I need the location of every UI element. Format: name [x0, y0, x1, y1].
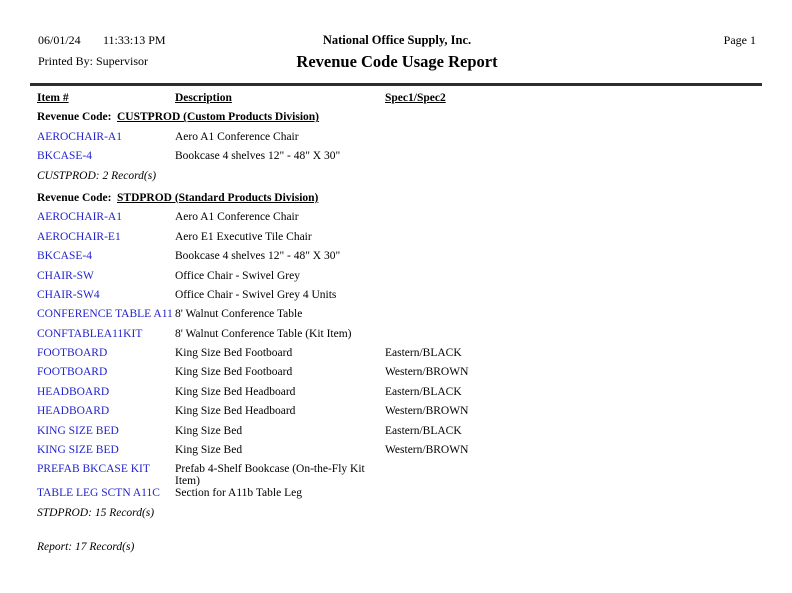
- revenue-code-value: CUSTPROD (Custom Products Division): [117, 111, 320, 124]
- revenue-code-group: [37, 192, 762, 526]
- item-code-link[interactable]: AEROCHAIR-A1: [37, 211, 122, 224]
- item-code-link[interactable]: KING SIZE BED: [37, 424, 119, 437]
- item-code-link[interactable]: BKCASE-4: [37, 250, 92, 263]
- item-code-link[interactable]: AEROCHAIR-A1: [37, 130, 122, 143]
- table-row: [37, 347, 762, 366]
- item-description: Prefab 4-Shelf Bookcase (On-the-Fly Kit Item): [175, 463, 365, 488]
- column-headers: [37, 92, 762, 111]
- item-code-link[interactable]: CHAIR-SW4: [37, 288, 100, 301]
- item-spec: Eastern/BLACK: [385, 424, 462, 437]
- item-description: Aero A1 Conference Chair: [175, 211, 299, 224]
- table-row: [37, 270, 762, 289]
- revenue-code-header: [37, 111, 762, 130]
- report-body-container: [37, 92, 762, 553]
- item-code-link[interactable]: KING SIZE BED: [37, 444, 119, 457]
- item-description: King Size Bed Headboard: [175, 385, 296, 398]
- print-date: 06/01/24: [38, 33, 81, 47]
- item-description: 8' Walnut Conference Table: [175, 308, 303, 321]
- table-row: [37, 289, 762, 308]
- report-title: Revenue Code Usage Report: [296, 52, 498, 71]
- group-summary: STDPROD: 15 Record(s): [37, 506, 155, 519]
- table-row: [37, 405, 762, 424]
- item-code-link[interactable]: CHAIR-SW: [37, 269, 94, 282]
- table-row: [37, 366, 762, 385]
- item-spec: Western/BROWN: [385, 366, 469, 379]
- table-row: [37, 308, 762, 327]
- page-number: Page 1: [723, 33, 756, 47]
- report-header: [0, 0, 792, 74]
- report-body: [37, 111, 762, 526]
- table-row: [37, 386, 762, 405]
- group-rows: [37, 211, 762, 506]
- item-description: 8' Walnut Conference Table (Kit Item): [175, 327, 352, 340]
- item-description: King Size Bed: [175, 444, 243, 457]
- printed-by: Printed By: Supervisor: [38, 54, 148, 68]
- item-code-link[interactable]: BKCASE-4: [37, 150, 92, 163]
- report-summary: Report: 17 Record(s): [37, 541, 135, 554]
- table-row: [37, 328, 762, 347]
- item-spec: Western/BROWN: [385, 444, 469, 457]
- item-code-link[interactable]: CONFERENCE TABLE A11: [37, 308, 173, 321]
- item-code-link[interactable]: PREFAB BKCASE KIT: [37, 463, 150, 476]
- revenue-code-group: [37, 111, 762, 189]
- column-header-spec: Spec1/Spec2: [385, 92, 446, 104]
- table-row: [37, 444, 762, 463]
- group-summary: CUSTPROD: 2 Record(s): [37, 169, 157, 182]
- item-spec: Eastern/BLACK: [385, 347, 462, 360]
- table-row: [37, 211, 762, 230]
- item-code-link[interactable]: TABLE LEG SCTN A11C: [37, 487, 160, 500]
- item-code-link[interactable]: CONFTABLEA11KIT: [37, 327, 143, 340]
- company-name: National Office Supply, Inc.: [322, 33, 472, 47]
- item-code-link[interactable]: FOOTBOARD: [37, 347, 108, 360]
- item-description: King Size Bed: [175, 424, 243, 437]
- item-description: Aero E1 Executive Tile Chair: [175, 230, 312, 243]
- header-rule: [30, 83, 762, 86]
- item-code-link[interactable]: AEROCHAIR-E1: [37, 230, 121, 243]
- table-row: [37, 425, 762, 444]
- item-code-link[interactable]: HEADBOARD: [37, 405, 110, 418]
- print-time: 11:33:13 PM: [103, 33, 166, 47]
- revenue-code-label: Revenue Code:: [37, 191, 112, 204]
- item-spec: Eastern/BLACK: [385, 385, 462, 398]
- item-description: Office Chair - Swivel Grey 4 Units: [175, 288, 337, 301]
- table-row: [37, 250, 762, 269]
- item-description: King Size Bed Footboard: [175, 347, 293, 360]
- table-row: [37, 463, 762, 487]
- item-description: King Size Bed Headboard: [175, 405, 296, 418]
- header-line-2: [38, 52, 756, 74]
- revenue-code-header: [37, 192, 762, 211]
- column-header-item: Item #: [37, 92, 69, 104]
- group-rows: [37, 131, 762, 170]
- item-spec: Western/BROWN: [385, 405, 469, 418]
- item-description: Bookcase 4 shelves 12" - 48" X 30": [175, 250, 341, 263]
- table-row: [37, 231, 762, 250]
- item-description: Aero A1 Conference Chair: [175, 130, 299, 143]
- table-row: [37, 487, 762, 506]
- item-description: King Size Bed Footboard: [175, 366, 293, 379]
- item-code-link[interactable]: HEADBOARD: [37, 385, 110, 398]
- item-description: Office Chair - Swivel Grey: [175, 269, 300, 282]
- table-row: [37, 131, 762, 150]
- item-code-link[interactable]: FOOTBOARD: [37, 366, 108, 379]
- revenue-code-value: STDPROD (Standard Products Division): [117, 191, 319, 204]
- table-row: [37, 150, 762, 169]
- revenue-code-label: Revenue Code:: [37, 111, 112, 124]
- item-description: Bookcase 4 shelves 12" - 48" X 30": [175, 150, 341, 163]
- column-header-description: Description: [175, 92, 232, 104]
- item-description: Section for A11b Table Leg: [175, 487, 302, 500]
- header-line-1: [38, 33, 756, 49]
